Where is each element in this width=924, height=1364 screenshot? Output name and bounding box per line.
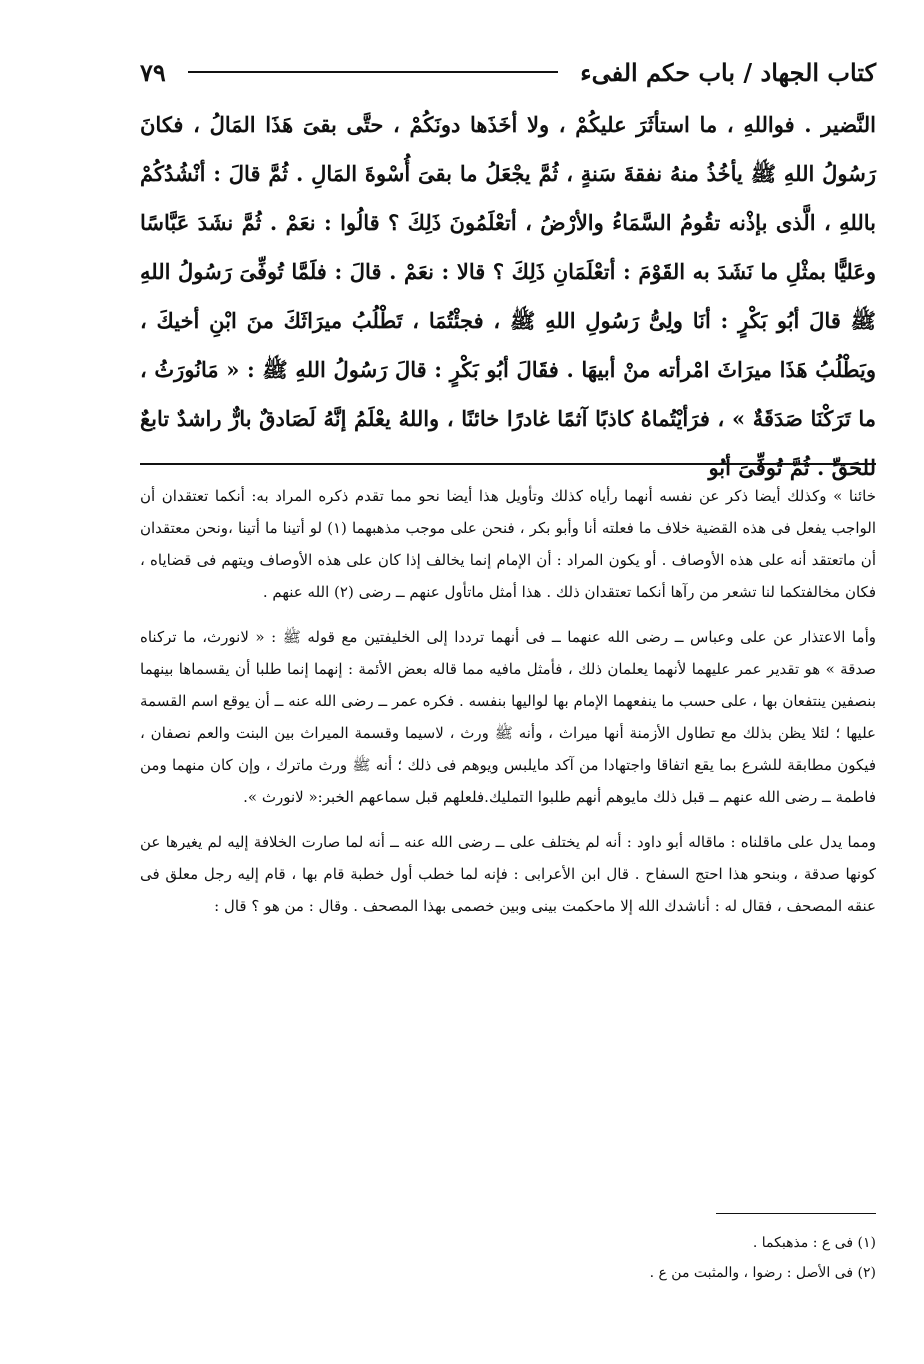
- commentary-paragraph-1: خائنا » وكذلك أيضا ذكر عن نفسه أنهما رأياه كذلك وتأويل هذا أيضا نحو مما تقدم ذكره المراد به: أنكما تعتقدان أن الواجب يفعل فى هذه القضية خلاف ما فعلته أنا وأبو بكر ، فنحن على موجب مذهبهما (١) لو أتينا ما أتينا ،ونحن معتقدان أن ماتعتقد أنه على هذه الأوصاف . أو يكون المراد : أن الإمام إنما يخالف إذا كان على هذه الأوصاف ويتهم فى قضاياه ، فكان مخالفتكما لنا تشعر من رآها أنكما تعتقدان ذلك . هذا أمثل ماتأول عنهم ــ رضى (٢) الله عنهم .: [140, 487, 876, 601]
- header-rule: [188, 71, 559, 73]
- footnotes: [140, 1228, 876, 1288]
- commentary-paragraph-2: وأما الاعتذار عن على وعباس ــ رضى الله عنهما ــ فى أنهما ترددا إلى الخليفتين مع قوله ﷺ : « لانورث، ما تركناه صدقة » هو تقدير عمر عليهما لأنهما يعلمان ذلك ، فأمثل مافيه مما قاله بعض الأئمة : إنهما إنما طلبا أن يقسماها بينهما بنصفين ينتفعان بها ، على حسب ما ينفعهما الإمام بها لواليها بنفسه . فكره عمر ــ رضى الله عنه ــ أن يوقع اسم القسمة عليها ؛ لئلا يظن بذلك مع تطاول الأزمنة أنها ميراث ، وأنه ﷺ ورث ، لاسيما وقسمة الميراث بين البنت والعم نصفان ، فيكون مطابقة للشرع بما يقع اتفاقا واجتهادا من آكد مايلبس ويوهم فى ذلك ؛ أنه ﷺ ورث ماترك ، وإن كان منهما ومن فاطمة ــ رضى الله عنهم ــ قبل ذلك مايوهم أنهم طلبوا التمليك.فلعلهم قبل سماعهم الخبر:« لانورث ».: [140, 628, 876, 806]
- footnote-2: (٢) فى الأصل : رضوا ، والمثبت من ع .: [649, 1265, 876, 1281]
- hadith-text: [140, 100, 876, 492]
- commentary-text: [140, 480, 876, 922]
- page-number: ٧٩: [140, 57, 166, 87]
- hadith-paragraph: النَّضير . فواللهِ ، ما استأثَرَ عليكُمْ ، ولا أخَذَها دونَكُمْ ، حتَّى بقىَ هَذَا المَالُ ، فكانَ رَسُولُ اللهِ ﷺ يأخُذُ منهُ نفقةَ سَنةٍ ، ثُمَّ يجْعَلُ ما بقىَ أُسْوةَ المَالِ . ثُمَّ قالَ : أنْشُدُكُمْ باللهِ ، الَّذى بإذْنه تقُومُ السَّمَاءُ والأرْضُ ، أتعْلَمُونَ ذَلِكَ ؟ قالُوا : نعَمْ . ثُمَّ نشَدَ عَبَّاسًا وعَليًّا بمثْلِ ما نَشَدَ به القَوْمَ : أتعْلَمَانِ ذَلِكَ ؟ قالا : نعَمْ . قالَ : فلَمَّا تُوفِّىَ رَسُولُ اللهِ ﷺ قالَ أبُو بَكْرٍ : أنَا ولِىُّ رَسُولِ اللهِ ﷺ ، فجئْتُمَا ، تَطْلُبُ ميرَاثَكَ منَ ابْنِ أخيكَ ، ويَطْلُبُ هَذَا ميرَاثَ امْرأته منْ أبيهَا . فقَالَ أبُو بَكْرٍ : قالَ رَسُولُ اللهِ ﷺ : « مَانُورَثُ ، ما تَرَكْنَا صَدَقَةٌ » ، فرَأيْتُماهُ كاذبًا آثمًا غادرًا خائنًا ، واللهُ يعْلَمُ إنَّهُ لَصَادقٌ بارٌّ راشدٌ تابعٌ للحَقِّ . ثُمَّ تُوفِّىَ أبُو: [140, 112, 876, 480]
- footnote-1: (١) فى ع : مذهبكما .: [752, 1235, 876, 1251]
- chapter-title: كتاب الجهاد / باب حكم الفىء: [580, 57, 876, 87]
- commentary-paragraph-3: ومما يدل على ماقلناه : ماقاله أبو داود : أنه لم يختلف على ــ رضى الله عنه ــ أنه لما صارت الخلافة إليه لم يغيرها عن كونها صدقة ، وبنحو هذا احتج السفاح . قال ابن الأعرابى : فإنه لما خطب أول خطبة قام بها ، قام إليه رجل معلق فى عنقه المصحف ، فقال له : أناشدك الله إلا ماحكمت بينى وبين خصمى بهذا المصحف . وقال : من هو ؟ قال :: [140, 833, 876, 915]
- main-divider: [140, 463, 876, 465]
- footnote-divider: [716, 1213, 876, 1214]
- running-header: [140, 52, 876, 92]
